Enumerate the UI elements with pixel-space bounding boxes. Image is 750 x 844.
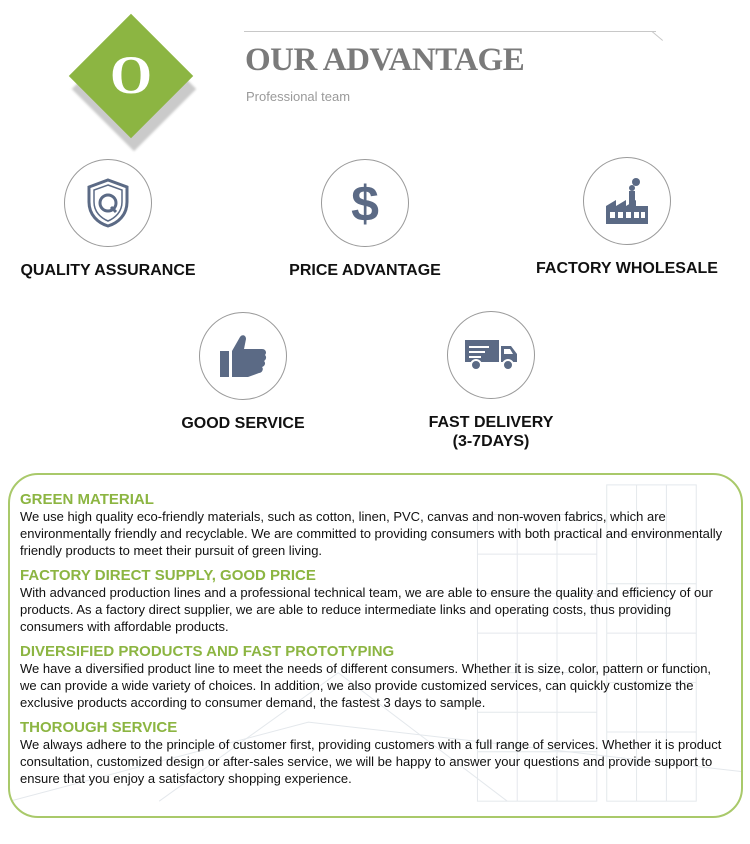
feature-fast-delivery (398, 311, 584, 451)
page-subtitle: Professional team (246, 89, 351, 104)
header-divider (244, 31, 656, 32)
section-body-green-material: We use high quality eco-friendly materials, such as cotton, linen, PVC, canvas and non-woven fabrics, which are environmentally friendly and recyclable. We are committed to providing consumers with both practical and environmentally friendly products to meet their pursuit of green living. (20, 509, 723, 558)
feature-price-advantage (272, 159, 458, 280)
feature-circle (321, 159, 409, 247)
feature-label: FAST DELIVERY (428, 414, 554, 431)
section-title-diversified: DIVERSIFIED PRODUCTS AND FAST PROTOTYPING (20, 643, 395, 660)
dollar-icon (345, 176, 385, 230)
section-title-thorough-service: THOROUGH SERVICE (20, 719, 178, 736)
section-body-factory-direct: With advanced production lines and a professional technical team, we are able to ensure the quality and efficiency of our products. As a factory direct supplier, we are able to reduce intermediate links and operating costs, thus providing consumers with affordable products. (20, 585, 713, 634)
factory-icon (602, 176, 652, 226)
panel-content (20, 491, 725, 795)
feature-label: QUALITY ASSURANCE (20, 262, 196, 279)
section-body-thorough-service: We always adhere to the principle of customer first, providing customers with a full range of services. Whether it is product consultation, customized design or after-sales service, we will be happy to answer your questions and provide support to ensure that you enjoy a satisfactory shopping experience. (20, 737, 722, 786)
thumbs-up-icon (218, 333, 268, 379)
section-title-factory-direct: FACTORY DIRECT SUPPLY, GOOD PRICE (20, 567, 316, 584)
feature-circle (447, 311, 535, 399)
badge (60, 10, 200, 150)
feature-good-service (150, 312, 336, 433)
feature-factory-wholesale (534, 157, 720, 278)
feature-circle (583, 157, 671, 245)
shield-q-icon (85, 178, 131, 228)
page-title: OUR ADVANTAGE (245, 42, 525, 78)
feature-label-sub: (3-7DAYS) (452, 433, 530, 450)
feature-label: GOOD SERVICE (181, 415, 305, 432)
svg-text:$: $ (351, 176, 379, 230)
feature-circle (199, 312, 287, 400)
advantages-panel (8, 473, 743, 818)
badge-letter: O (109, 45, 152, 105)
section-body-diversified: We have a diversified product line to meet the needs of different consumers. Whether it is size, color, pattern or function, we can provide a wide variety of choices. In addition, we also provide customized services, can quickly customize the exclusive products according to consumer demand, the fastest 3 days to sample. (20, 661, 712, 710)
feature-quality-assurance (15, 159, 201, 280)
section-title-green-material: GREEN MATERIAL (20, 491, 154, 508)
header (0, 0, 750, 150)
header-divider-end (652, 31, 663, 41)
feature-label: PRICE ADVANTAGE (289, 262, 441, 279)
feature-circle (64, 159, 152, 247)
truck-icon (463, 338, 519, 372)
feature-label: FACTORY WHOLESALE (536, 260, 718, 277)
